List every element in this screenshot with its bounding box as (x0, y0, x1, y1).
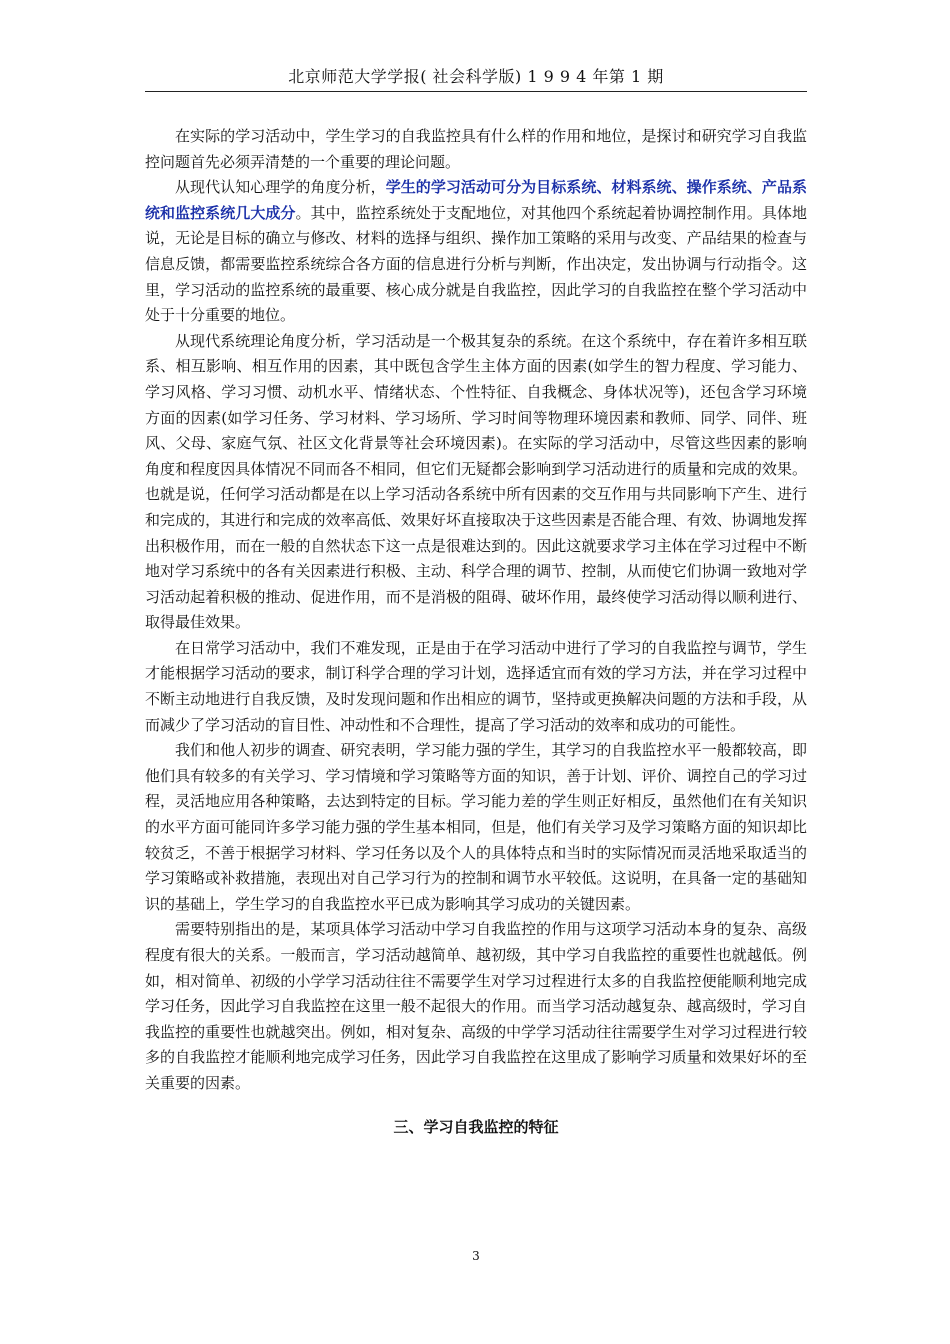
running-header: 北京师范大学学报( 社会科学版) 1 9 9 4 年第 1 期 (288, 67, 664, 86)
highlighted-text: 学生的学习活动可分为目标系统、材料系统、操作系统、产品系统和监控系统几大成分 (145, 178, 807, 222)
paragraph-2-rest: 。其中，监控系统处于支配地位，对其他四个系统起着协调控制作用。具体地说，无论是目标的确立与修改、材料的选择与组织、操作加工策略的采用与改变、产品结果的检查与信息反馈，都需要监控系统综合各方面的信息进行分析与判断，作出决定，发出协调与行动指令。这里，学习活动的监控系统的最重要、核心成分就是自我监控，因此学习的自我监控在整个学习活动中处于十分重要的地位。 (145, 203, 807, 325)
paragraph-2-lead: 从现代认知心理学的角度分析， (175, 178, 386, 197)
section-heading: 三、学习自我监控的特征 (393, 1117, 559, 1136)
paragraph-1: 在实际的学习活动中，学生学习的自我监控具有什么样的作用和地位，是探讨和研究学习自我监控问题首先必须弄清楚的一个重要的理论问题。 (145, 127, 807, 171)
paragraph-6: 需要特别指出的是，某项具体学习活动中学习自我监控的作用与这项学习活动本身的复杂、高级程度有很大的关系。一般而言，学习活动越简单、越初级，其中学习自我监控的重要性也就越低。例如，相对简单、初级的小学学习活动往往不需要学生对学习过程进行太多的自我监控便能顺利地完成学习任务，因此学习自我监控在这里一般不起很大的作用。而当学习活动越复杂、越高级时，学习自我监控的重要性也就越突出。例如，相对复杂、高级的中学学习活动往往需要学生对学习过程进行较多的自我监控才能顺利地完成学习任务，因此学习自我监控在这里成了影响学习质量和效果好坏的至关重要的因素。 (145, 920, 807, 1092)
header-rule (145, 91, 807, 92)
paragraph-3: 从现代系统理论角度分析，学习活动是一个极其复杂的系统。在这个系统中，存在着许多相互联系、相互影响、相互作用的因素，其中既包含学生主体方面的因素(如学生的智力程度、学习能力、学习风格、学习习惯、动机水平、情绪状态、个性特征、自我概念、身体状况等)，还包含学习环境方面的因素(如学习任务、学习材料、学习场所、学习时间等物理环境因素和教师、同学、同伴、班风、父母、家庭气氛、社区文化背景等社会环境因素)。在实际的学习活动中，尽管这些因素的影响角度和程度因具体情况不同而各不相同，但它们无疑都会影响到学习活动进行的质量和完成的效果。也就是说，任何学习活动都是在以上学习活动各系统中所有因素的交互作用与共同影响下产生、进行和完成的，其进行和完成的效率高低、效果好坏直接取决于这些因素是否能合理、有效、协调地发挥出积极作用，而在一般的自然状态下这一点是很难达到的。因此这就要求学习主体在学习过程中不断地对学习系统中的各有关因素进行积极、主动、科学合理的调节、控制，从而使它们协调一致地对学习活动起着积极的推动、促进作用，而不是消极的阻碍、破坏作用，最终使学习活动得以顺利进行、取得最佳效果。 (145, 331, 807, 632)
paragraph-5: 我们和他人初步的调查、研究表明，学习能力强的学生，其学习的自我监控水平一般都较高，即他们具有较多的有关学习、学习情境和学习策略等方面的知识，善于计划、评价、调控自己的学习过程，灵活地应用各种策略，去达到特定的目标。学习能力差的学生则正好相反，虽然他们在有关知识的水平方面可能同许多学习能力强的学生基本相同，但是，他们有关学习及学习策略方面的知识却比较贫乏，不善于根据学习材料、学习任务以及个人的具体特点和当时的实际情况而灵活地采取适当的学习策略或补救措施，表现出对自己学习行为的控制和调节水平较低。这说明，在具备一定的基础知识的基础上，学生学习的自我监控水平已成为影响其学习成功的关键因素。 (145, 741, 807, 913)
page-number: 3 (472, 1249, 480, 1263)
paragraph-4: 在日常学习活动中，我们不难发现，正是由于在学习活动中进行了学习的自我监控与调节，学生才能根据学习活动的要求，制订科学合理的学习计划，选择适宜而有效的学习方法，并在学习过程中不断主动地进行自我反馈，及时发现问题和作出相应的调节，坚持或更换解决问题的方法和手段，从而减少了学习活动的盲目性、冲动性和不合理性，提高了学习活动的效率和成功的可能性。 (145, 638, 807, 734)
article-body (145, 124, 807, 1140)
paragraph-2 (145, 175, 807, 329)
